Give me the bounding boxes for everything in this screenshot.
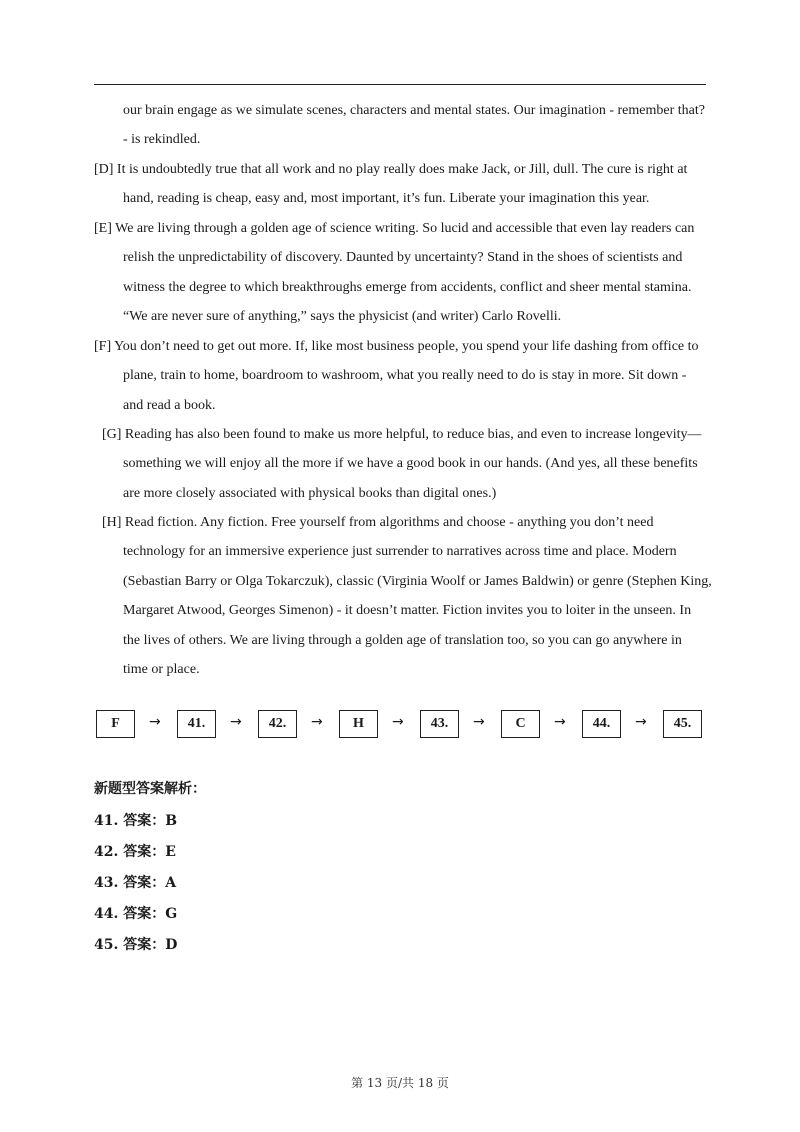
- flow-box: F: [96, 710, 135, 738]
- answer-item: 42. 答案：E: [94, 844, 176, 860]
- paragraph-e: [94, 214, 706, 332]
- paragraph-order-flow: [94, 710, 706, 740]
- flow-box: 41.: [177, 710, 216, 738]
- flow-arrow-icon: →: [473, 714, 485, 730]
- paragraph-line: technology for an immersive experience just surrender to narratives across time and place. Modern: [123, 544, 677, 560]
- paragraph-line: something we will enjoy all the more if we have a good book in our hands. (And yes, all these benefits: [123, 456, 698, 472]
- paragraph-line: time or place.: [123, 662, 200, 678]
- paragraph-line: our brain engage as we simulate scenes, characters and mental states. Our imagination - remember that?: [123, 103, 705, 118]
- answer-item: 41. 答案：B: [94, 813, 178, 829]
- paragraph-h: [94, 508, 712, 684]
- paragraph-f: [94, 332, 706, 420]
- flow-box: C: [501, 710, 540, 738]
- flow-box: 45.: [663, 710, 702, 738]
- answers-title: 新题型答案解析：: [94, 781, 206, 797]
- paragraph-d: [94, 155, 706, 214]
- header-rule: [94, 84, 706, 85]
- paragraph-line: are more closely associated with physical books than digital ones.): [123, 485, 497, 501]
- paragraph-line: witness the degree to which breakthroughs emerge from accidents, conflict and sheer mental stamina.: [123, 279, 692, 295]
- flow-box: 42.: [258, 710, 297, 738]
- paragraph-line: [D] It is undoubtedly true that all work and no play really does make Jack, or Jill, dull. The cure is right at: [94, 162, 688, 177]
- flow-arrow-icon: →: [311, 714, 323, 730]
- flow-arrow-icon: →: [635, 714, 647, 730]
- paragraph-line: and read a book.: [123, 397, 216, 413]
- paragraph-line: [H] Read fiction. Any fiction. Free yourself from algorithms and choose - anything you don’t need: [102, 515, 654, 530]
- paragraph-line: “We are never sure of anything,” says the physicist (and writer) Carlo Rovelli.: [123, 309, 562, 325]
- page-footer: 第 13 页/共 18 页: [351, 1076, 449, 1090]
- paragraph-line: [G] Reading has also been found to make us more helpful, to reduce bias, and even to increase longevity—: [102, 427, 702, 442]
- paragraph-line: Margaret Atwood, Georges Simenon) - it doesn’t matter. Fiction invites you to loiter in the unseen. In: [123, 603, 692, 619]
- paragraph-line: [F] You don’t need to get out more. If, like most business people, you spend your life dashing from office to: [94, 339, 699, 354]
- paragraph-line: the lives of others. We are living through a golden age of translation too, so you can go anywhere in: [123, 632, 682, 648]
- answer-item: 44. 答案：G: [94, 906, 178, 922]
- flow-box: 44.: [582, 710, 621, 738]
- answer-item: 43. 答案：A: [94, 875, 177, 891]
- flow-arrow-icon: →: [392, 714, 404, 730]
- paragraph-line: hand, reading is cheap, easy and, most important, it’s fun. Liberate your imagination this year.: [123, 191, 650, 207]
- paragraph-line: plane, train to home, boardroom to washroom, what you really need to do is stay in more. Sit down -: [123, 368, 687, 384]
- flow-box: 43.: [420, 710, 459, 738]
- flow-arrow-icon: →: [149, 714, 161, 730]
- paragraph-g: [94, 420, 706, 508]
- paragraph-line: relish the unpredictability of discovery. Daunted by uncertainty? Stand in the shoes of scientists and: [123, 250, 683, 266]
- paragraph-line: - is rekindled.: [123, 132, 201, 148]
- paragraph-line: (Sebastian Barry or Olga Tokarczuk), classic (Virginia Woolf or James Baldwin) or genre (Stephen King,: [123, 573, 712, 589]
- flow-arrow-icon: →: [554, 714, 566, 730]
- flow-box: H: [339, 710, 378, 738]
- flow-arrow-icon: →: [230, 714, 242, 730]
- answer-item: 45. 答案：D: [94, 937, 178, 953]
- paragraph-c-continuation: [94, 96, 706, 155]
- paragraph-line: [E] We are living through a golden age of science writing. So lucid and accessible that even lay readers can: [94, 221, 695, 236]
